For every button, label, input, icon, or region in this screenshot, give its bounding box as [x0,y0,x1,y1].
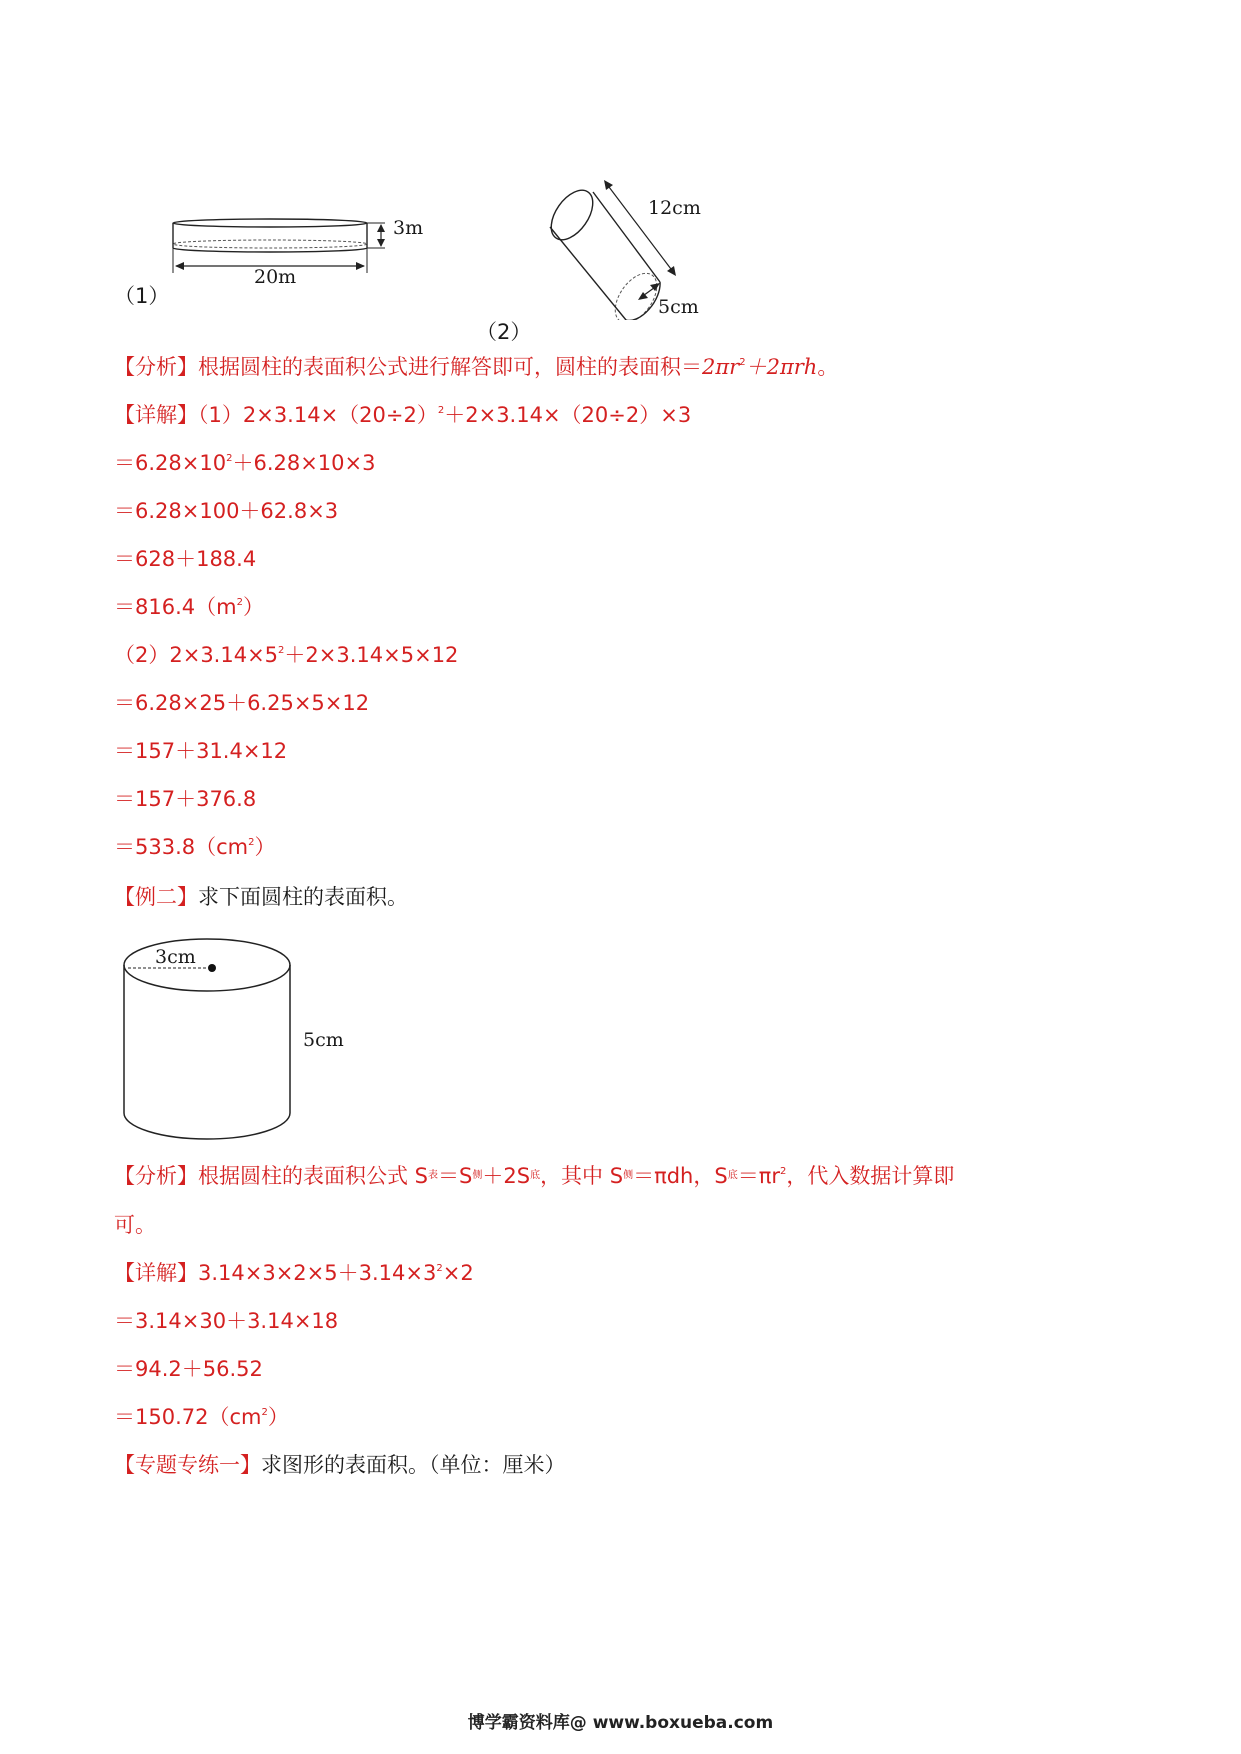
l6a: （2）2×3.14×5 [114,643,279,667]
l4b: ） [267,1405,289,1429]
l2b: ＋6.28×10×3 [232,451,376,475]
exp: 2 [248,837,255,848]
ex2-question-line [114,882,408,912]
sub-biao: 表 [428,1170,439,1181]
ex1-line4: ＝628＋188.4 [114,547,257,571]
exp: 2 [779,1166,787,1177]
fig2-length-label: 12cm [648,197,701,219]
analysis-text: 根据圆柱的表面积公式进行解答即可，圆柱的表面积＝ [198,355,702,379]
ex1-line6 [114,640,458,670]
ex1-line9: ＝157＋376.8 [114,787,257,811]
detail-1b: ＋2×3.14×（20÷2）×3 [444,403,692,427]
ex1-analysis [114,352,838,382]
e: ＝πdh，S [633,1164,728,1188]
l5b: ） [242,595,264,619]
l10a: ＝533.8（cm [114,835,249,859]
l10b: ） [254,835,276,859]
exp: 2 [278,645,285,656]
l4a: ＝150.72（cm [114,1405,262,1429]
exp: 2 [437,405,445,416]
ex1-line10 [114,832,276,862]
detail-tag: 【详解】 [114,403,198,427]
sub-di: 底 [530,1170,541,1181]
fig1-number: （1） [114,284,170,308]
analysis-end: 。 [817,355,839,379]
l2a: ＝6.28×10 [114,451,227,475]
sub-ce: 侧 [472,1170,483,1181]
b: ＝S [438,1164,473,1188]
formula-a: 2πr [702,355,740,379]
ex2-detail-line1 [114,1258,474,1288]
figure-cylinder-2 [540,170,730,324]
ex2-line3: ＝94.2＋56.52 [114,1357,263,1381]
ex2-analysis [114,1161,954,1191]
exp: 2 [236,597,243,608]
fig3-radius-label: 3cm [155,946,196,968]
exp: 2 [436,1263,443,1274]
fig3-height-label: 5cm [303,1029,344,1051]
analysis-tag: 【分析】 [114,1164,198,1188]
sub-ce2: 侧 [623,1170,634,1181]
l5a: ＝816.4（m [114,595,237,619]
fig1-width-label: 20m [254,266,297,288]
formula-b: ＋2πrh [745,355,818,379]
figure-cylinder-3 [122,935,312,1149]
exp: 2 [261,1407,268,1418]
fig1-height-label: 3m [393,217,424,239]
da: 3.14×3×2×5＋3.14×3 [198,1261,437,1285]
figure-cylinder-1 [150,215,390,304]
footer-source: 博学霸资料库@ www.boxueba.com [467,1713,774,1733]
exp: 2 [226,453,233,464]
ex1-line3: ＝6.28×100＋62.8×3 [114,499,339,523]
ex1-line5 [114,592,264,622]
analysis-tag: 【分析】 [114,355,198,379]
sub-di2: 底 [727,1170,738,1181]
ex2-tag: 【例二】 [114,885,198,909]
db: ×2 [442,1261,474,1285]
fig2-number: （2） [476,320,532,344]
practice-text: 求图形的表面积。（单位：厘米） [261,1453,566,1477]
c: ＋2S [482,1164,531,1188]
a: 根据圆柱的表面积公式 S [198,1164,429,1188]
ex1-line2 [114,448,376,478]
practice-tag: 【专题专练一】 [114,1453,261,1477]
fig2-diameter-label: 5cm [658,296,699,318]
ex2-question: 求下面圆柱的表面积。 [198,885,408,909]
g: ，代入数据计算即 [786,1164,955,1188]
formula-exponent: 2 [739,357,746,368]
ex1-detail-line1 [114,400,691,430]
detail-tag: 【详解】 [114,1261,198,1285]
ex1-line8: ＝157＋31.4×12 [114,739,288,763]
l6b: ＋2×3.14×5×12 [284,643,459,667]
f: ＝πr [737,1164,780,1188]
detail-1a: （1）2×3.14×（20÷2） [198,403,438,427]
practice-line [114,1450,566,1480]
ex2-line2: ＝3.14×30＋3.14×18 [114,1309,339,1333]
d: ，其中 S [540,1164,624,1188]
ex1-line7: ＝6.28×25＋6.25×5×12 [114,691,370,715]
ex2-analysis-cont: 可。 [114,1213,156,1237]
ex2-line4 [114,1402,289,1432]
